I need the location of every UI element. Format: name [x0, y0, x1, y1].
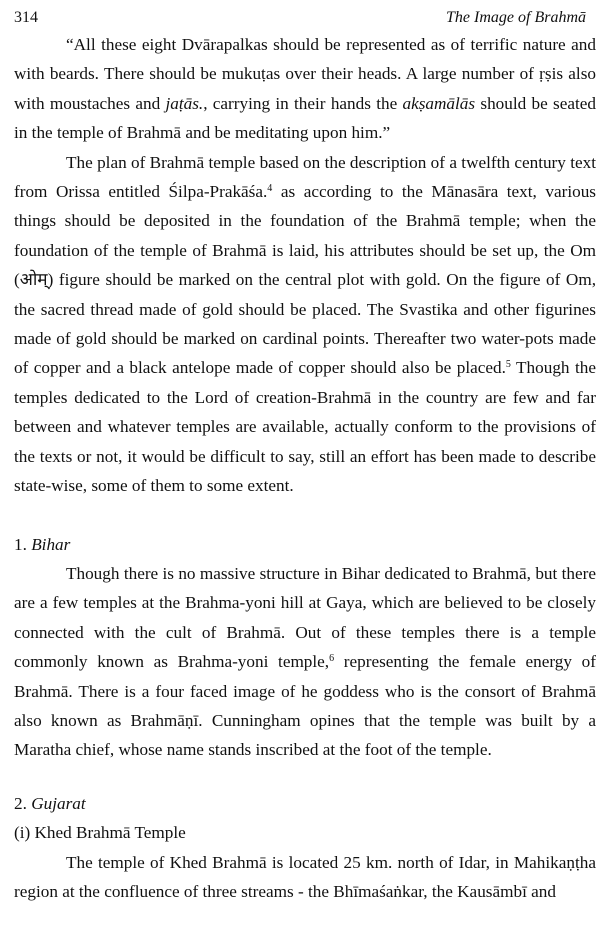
plan-text-c: Though the temples dedicated to the Lord of creation-Brahmā in the country are few and far between and whatever temples are available, actually conform to the provisions of the texts or not, it would be difficult to say, still an effort has been made to describe state-wise, some of them to some extent.: [14, 358, 597, 496]
plan-paragraph: [14, 148, 596, 501]
plan-text-b: as according to the Mānasāra text, various things should be deposited in the foundation of the Brahmā temple; when the foundation of the temple of Brahmā is laid, his attributes should be set up, the Om (ओम्) figure should be marked on the central plot with gold. On the figure of Om, the sacred thread made of gold should be placed. The Svastika and other figurines made of gold should be marked on cardinal points. Thereafter two water-pots made of copper and a black antelope made of copper should also be placed.: [14, 182, 596, 378]
quote-text-c: should be seated in the temple of Brahmā and be meditating upon him.”: [14, 93, 596, 143]
running-title: The Image of Brahmā: [446, 9, 586, 26]
bihar-text-a: Though there is no massive structure in Bihar dedicated to Brahmā, but there are a few temples at the Brahma-yoni hill at Gaya, which are believed to be closely connected with the cult of Brahmā. Out of these temples there is a temple commonly known as Brahma-yoni temple,: [14, 563, 596, 672]
section-name: Bihar: [31, 534, 71, 554]
quote-term-aksamalas: akṣamālās: [402, 93, 476, 113]
page-number: 314: [14, 9, 38, 26]
plan-text-a: The plan of Brahmā temple based on the description of a twelfth century text from Orissa entitled Śilpa-Prakāśa.: [14, 152, 596, 202]
section-spacer: [14, 765, 596, 789]
section-name: Gujarat: [31, 793, 86, 813]
bihar-text-b: representing the female energy of Brahmā. There is a four faced image of he goddess who is the consort of Brahmā also known as Brahmāṇī. Cunningham opines that the temple was built by a Maratha chief, whose name stands inscribed at the foot of the temple.: [14, 652, 596, 760]
quote-term-jatas: jaṭās.: [165, 93, 204, 113]
section-heading-gujarat: [14, 789, 596, 818]
page-body: [14, 30, 596, 906]
bihar-paragraph: [14, 559, 596, 765]
footnote-ref-5: 5: [505, 359, 511, 371]
footnote-ref-6: 6: [329, 653, 335, 665]
gujarat-paragraph: The temple of Khed Brahmā is located 25 km. north of Idar, in Mahikaṇṭha region at the confluence of three streams - the Bhīmaśaṅkar, the Kausāmbī and: [14, 852, 596, 901]
quote-text-a: “All these eight Dvārapalkas should be represented as of terrific nature and with beards. There should be mukuṭas over their heads. A large number of ṛṣis also with moustaches and: [14, 35, 596, 113]
section-spacer: [14, 501, 596, 530]
quote-text-b: , carrying in their hands the: [203, 93, 403, 113]
page-header: [14, 6, 586, 30]
quote-paragraph: [14, 30, 596, 148]
section-number: 2.: [14, 793, 32, 813]
subsection-heading: (i) Khed Brahmā Temple: [14, 823, 186, 843]
footnote-ref-4: 4: [267, 183, 273, 195]
section-heading-bihar: [14, 530, 596, 559]
section-number: 1.: [14, 534, 32, 554]
